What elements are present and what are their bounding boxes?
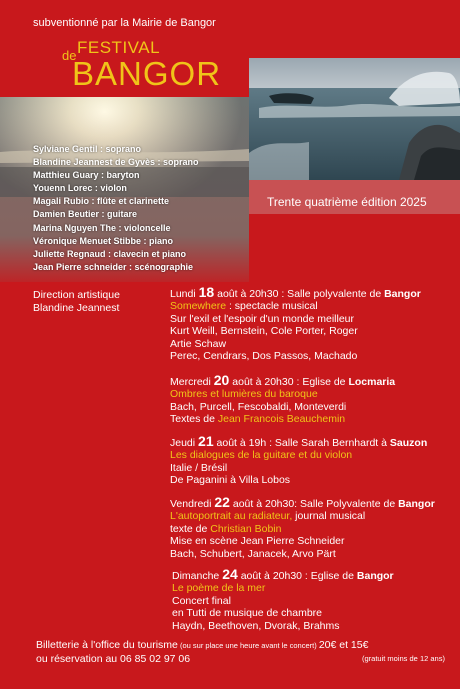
event-lundi — [170, 286, 421, 362]
event-subtitle: L'autoportrait au radiateur, — [170, 510, 293, 523]
event-credit-prefix: texte de — [170, 522, 211, 535]
event-details: août à 19h : Salle Sarah Bernhardt à — [216, 437, 387, 449]
event-place: Bangor — [384, 288, 421, 300]
festival-de: de — [62, 48, 77, 63]
event-line: Artie Schaw — [170, 337, 227, 350]
event-credit-prefix: Textes de — [170, 413, 218, 426]
event-details: août à 20h30: Salle Polyvalente de — [232, 498, 396, 510]
reservation-phone: ou réservation au 06 85 02 97 06 — [36, 653, 191, 665]
cast-member: Véronique Menuet Stibbe : piano — [33, 235, 174, 246]
event-line: De Paganini à Villa Lobos — [170, 474, 291, 487]
cast-member: Jean Pierre schneider : scénographie — [33, 261, 194, 272]
ticket-on-site-note: (ou sur place une heure avant le concert) — [177, 641, 319, 650]
event-subtitle: Somewhere — [170, 300, 227, 313]
event-subtitle-line — [170, 510, 435, 522]
event-line: Bach, Purcell, Fescobaldi, Monteverdi — [170, 400, 347, 413]
subsidy-text: subventionné par la Mairie de Bangor — [33, 17, 216, 29]
event-subtitle-rest: journal musical — [292, 510, 366, 523]
free-under-12-note: (gratuit moins de 12 ans) — [362, 654, 445, 663]
event-credit — [170, 413, 395, 425]
event-credit — [170, 523, 435, 535]
event-place: Bangor — [398, 498, 435, 510]
event-line: Concert final — [172, 594, 231, 607]
cast-member: Youenn Lorec : violon — [33, 183, 127, 194]
cast-member: Sylviane Gentil : soprano — [33, 144, 142, 154]
event-heading — [170, 496, 435, 510]
ticket-office: Billetterie à l'office du tourisme — [36, 639, 178, 651]
event-credit-name: Jean Francois Beauchemin — [217, 413, 346, 426]
event-day: Dimanche — [172, 570, 220, 582]
event-line: Haydn, Beethoven, Dvorak, Brahms — [172, 619, 340, 632]
artistic-direction — [33, 289, 120, 315]
event-jeudi — [170, 435, 427, 487]
cast-member: Marina Nguyen The : violoncelle — [33, 222, 171, 233]
event-day: Jeudi — [170, 437, 196, 449]
event-heading — [172, 568, 394, 582]
event-day: Mercredi — [170, 376, 211, 388]
event-subtitle-rest: : spectacle musical — [226, 300, 318, 313]
event-vendredi — [170, 496, 435, 560]
event-date: 18 — [198, 284, 215, 300]
cast-member: Blandine Jeannest de Gyvès : soprano — [33, 157, 199, 168]
event-subtitle: Ombres et lumières du baroque — [170, 388, 318, 401]
event-heading — [170, 435, 427, 449]
ticket-price: 20€ et 15€ — [318, 639, 369, 651]
edition-text: Trente quatrième édition 2025 — [267, 195, 427, 209]
event-subtitle: Le poème de la mer — [172, 582, 266, 595]
event-subtitle-line — [170, 300, 421, 312]
event-heading — [170, 374, 395, 388]
event-details: août à 20h30 : Salle polyvalente de — [217, 288, 382, 300]
festival-word: FESTIVAL — [77, 38, 161, 57]
event-date: 20 — [213, 372, 230, 388]
event-line: Sur l'exil et l'espoir d'un monde meilleur — [170, 312, 355, 325]
event-place: Sauzon — [389, 437, 428, 449]
event-date: 24 — [222, 566, 238, 582]
event-details: août à 20h30 : Eglise de — [240, 570, 354, 582]
event-place: Bangor — [356, 570, 394, 582]
cast-member: Juliette Regnaud : clavecin et piano — [33, 248, 187, 259]
event-day: Vendredi — [170, 498, 212, 510]
event-line: Bach, Schubert, Janacek, Arvo Pärt — [170, 547, 336, 560]
event-line: Mise en scène Jean Pierre Schneider — [170, 535, 345, 548]
event-line: Italie / Brésil — [170, 461, 228, 474]
direction-title: Direction artistique — [33, 289, 120, 301]
event-line: Perec, Cendrars, Dos Passos, Machado — [170, 350, 358, 363]
event-place: Locmaria — [348, 376, 396, 388]
event-date: 21 — [198, 433, 214, 449]
festival-title: BANGOR — [72, 55, 222, 92]
event-line: en Tutti de musique de chambre — [172, 607, 323, 620]
cast-member: Magali Rubio : flûte et clarinette — [33, 196, 170, 207]
event-credit-name: Christian Bobin — [210, 522, 282, 535]
cast-list — [33, 143, 199, 274]
event-line: Kurt Weill, Bernstein, Cole Porter, Roger — [170, 325, 358, 338]
sea-photo — [249, 58, 460, 180]
cast-member: Matthieu Guary : baryton — [33, 170, 140, 181]
event-date: 22 — [214, 494, 230, 510]
ticket-info — [36, 639, 368, 651]
event-heading — [170, 286, 421, 300]
direction-name: Blandine Jeannest — [33, 302, 120, 314]
event-mercredi — [170, 374, 395, 426]
event-dimanche — [172, 568, 394, 632]
event-day: Lundi — [170, 288, 196, 300]
cast-member: Damien Beutier : guitare — [33, 209, 138, 220]
event-details: août à 20h30 : Eglise de — [232, 376, 346, 388]
event-subtitle: Les dialogues de la guitare et du violon — [170, 449, 353, 462]
